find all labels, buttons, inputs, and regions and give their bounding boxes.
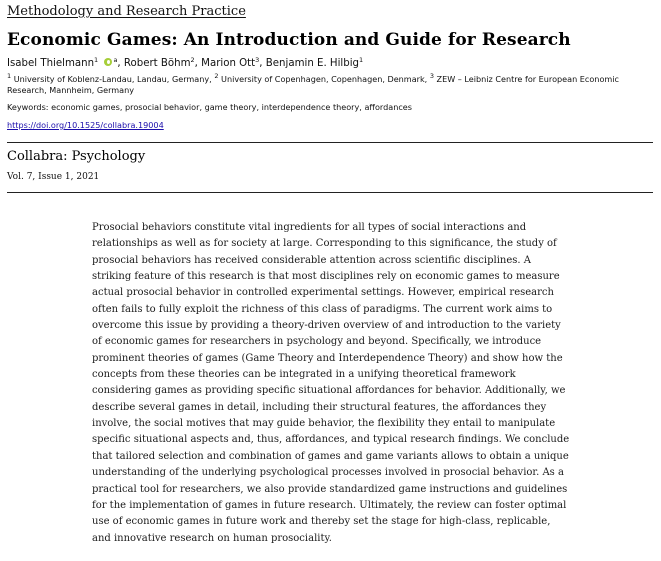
divider bbox=[7, 192, 653, 193]
affiliation-1: University of Koblenz-Landau, Landau, Germany, bbox=[13, 74, 212, 84]
affiliations bbox=[7, 74, 647, 96]
section-label[interactable]: Methodology and Research Practice bbox=[7, 4, 246, 19]
author-name[interactable]: Isabel Thielmann bbox=[7, 58, 95, 69]
author-name[interactable]: Benjamin E. Hilbig bbox=[265, 58, 360, 69]
orcid-icon[interactable] bbox=[104, 58, 112, 66]
author-name[interactable]: Marion Ott bbox=[201, 58, 256, 69]
author-affiliation-sup: 1 bbox=[94, 56, 99, 64]
corresponding-author-sup[interactable]: a bbox=[113, 56, 118, 64]
author-affiliation-sup: 3 bbox=[255, 56, 260, 64]
author-affiliation-sup: 1 bbox=[359, 56, 364, 64]
author-affiliation-sup: 2 bbox=[190, 56, 195, 64]
journal-name: Collabra: Psychology bbox=[7, 149, 146, 164]
article-header bbox=[7, 0, 653, 193]
volume-issue: Vol. 7, Issue 1, 2021 bbox=[7, 172, 100, 182]
affiliation-sup: 3 bbox=[429, 72, 434, 80]
keywords: Keywords: economic games, prosocial behavior, game theory, interdependence theory, affordances bbox=[7, 102, 412, 112]
article-title: Economic Games: An Introduction and Guide for Research bbox=[7, 30, 571, 50]
author-list: Isabel Thielmann$^1$ $^a$, Robert Böhm$^2$, Marion Ott$^3$, Benjamin E. Hilbig$^1$ bbox=[7, 56, 364, 69]
author-name[interactable]: Robert Böhm bbox=[123, 58, 191, 69]
abstract-text: Prosocial behaviors constitute vital ingredients for all types of social interactions and relationships as well as for society at large. Corresponding to this significance, the study of prosocial behaviors has received considerable attention across scientific disciplines. A striking feature of this research is that most disciplines rely on economic games to measure actual prosocial behavior in controlled experimental settings. However, empirical research often fails to fully exploit the richness of this class of paradigms. The current work aims to overcome this issue by providing a theory-driven overview of and introduction to the variety of economic games for researchers in psychology and beyond. Specifically, we introduce prominent theories of games (Game Theory and Interdependence Theory) and show how the concepts from these theories can be integrated in a unifying theoretical framework considering games as providing specific situational affordances for behavior. Additionally, we describe several games in detail, including their structural features, the affordances they involve, the social motives that may guide behavior, the flexibility they entail to manipulate specific situational aspects and, thus, affordances, and typical research findings. We conclude that tailored selection and combination of games and game variants allows to obtain a unique understanding of the underlying psychological processes involved in prosocial behavior. As a practical tool for researchers, we also provide standardized game instructions and guidelines for the implementation of games in future research. Ultimately, the review can foster optimal use of economic games in future work and thereby set the stage for high-class, replicable, and innovative research on human prosociality. bbox=[92, 222, 570, 544]
affiliation-2: University of Copenhagen, Copenhagen, Denmark, bbox=[221, 74, 428, 84]
affiliation-3: ZEW – Leibniz Centre for European Economic Research, Mannheim, Germany bbox=[7, 74, 619, 95]
doi-link[interactable]: https://doi.org/10.1525/collabra.19004 bbox=[7, 120, 164, 130]
affiliation-sup: 1 bbox=[7, 72, 12, 80]
affiliation-sup: 2 bbox=[214, 72, 219, 80]
divider bbox=[7, 142, 653, 143]
